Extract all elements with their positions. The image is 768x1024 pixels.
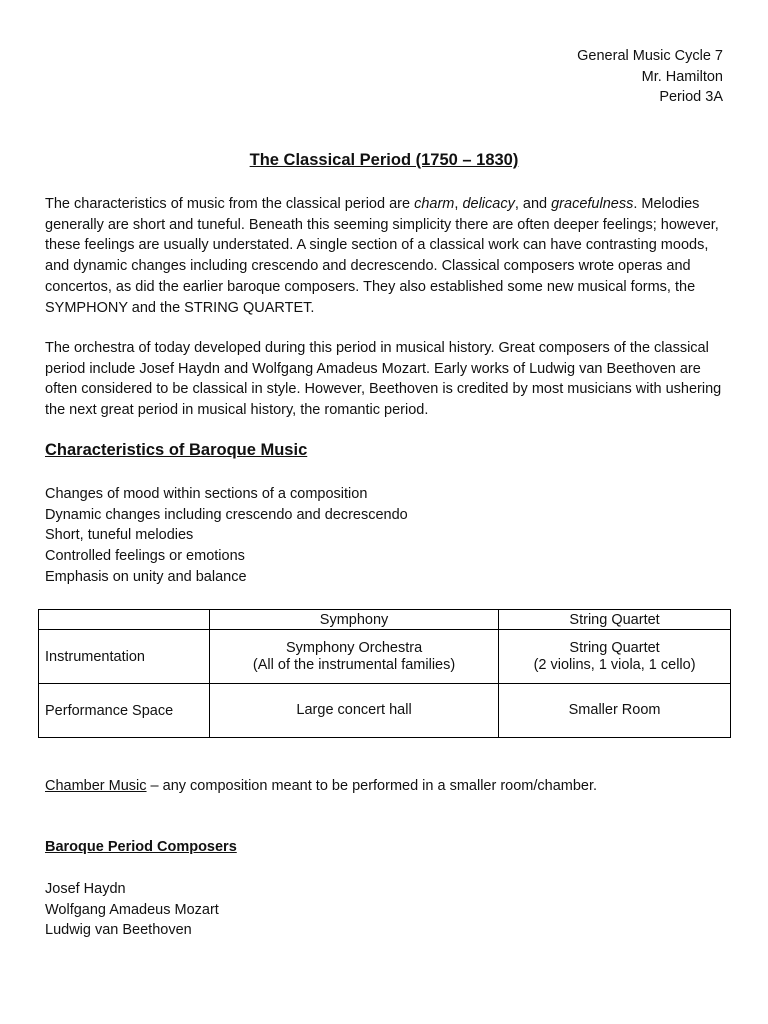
page-title: The Classical Period (1750 – 1830): [249, 151, 519, 169]
intro-rest: . Melodies generally are short and tuneful. Beneath this seeming simplicity there are often deeper feelings; however, these feelings are usually understated. A single section of a classical work can have contrasting moods, and dynamic changes including crescendo and decrescendo. Classical composers wrote operas and concertos, as did the earlier baroque composers. They also established some new musical forms, the SYMPHONY and the STRING QUARTET.: [45, 196, 719, 316]
table-corner-cell: [39, 610, 210, 630]
list-item: Emphasis on unity and balance: [45, 568, 247, 585]
table-cell: Large concert hall: [210, 684, 499, 738]
header-course: General Music Cycle 7: [577, 48, 723, 64]
table-cell: [499, 630, 731, 684]
list-item: Changes of mood within sections of a composition: [45, 486, 368, 502]
header-period: Period 3A: [659, 89, 723, 106]
column-header-string-quartet: String Quartet: [499, 610, 731, 630]
intro-text: The characteristics of music from the classical period are: [45, 196, 415, 212]
characteristics-list: [45, 484, 408, 588]
row-label: Performance Space: [39, 684, 210, 738]
document-header: [577, 46, 723, 108]
orchestra-paragraph: The orchestra of today developed during this period in musical history. Great composers of the classical period include Josef Haydn and Wolfgang Amadeus Mozart. Early works of Ludwig van Beethoven are often considered to be classical in style. However, Beethoven is credited by most musicians with ushering the next great period in musical history, the romantic period.: [45, 340, 722, 419]
chamber-music-text: – any composition meant to be performed in a smaller room/chamber.: [146, 778, 598, 794]
intro-paragraph: [45, 194, 735, 318]
row-label: Instrumentation: [39, 630, 210, 684]
cell-line: (2 violins, 1 viola, 1 cello): [533, 656, 696, 673]
chamber-music-term: Chamber Music: [45, 778, 147, 794]
chamber-music-definition: [45, 776, 597, 797]
cell-line: Symphony Orchestra: [285, 639, 423, 656]
characteristics-heading: Characteristics of Baroque Music: [45, 441, 308, 459]
composers-heading: Baroque Period Composers: [45, 839, 237, 855]
list-item: Josef Haydn: [45, 881, 126, 897]
composers-list: [45, 879, 219, 941]
header-teacher: Mr. Hamilton: [641, 68, 723, 85]
list-item: Short, tuneful melodies: [45, 527, 194, 544]
column-header-symphony: Symphony: [210, 610, 499, 630]
term-charm: charm: [414, 196, 455, 212]
table-cell: Smaller Room: [499, 684, 731, 738]
list-item: Controlled feelings or emotions: [45, 548, 245, 565]
term-gracefulness: gracefulness: [551, 196, 634, 212]
table-header-row: [39, 610, 731, 630]
table-cell: [210, 630, 499, 684]
table-row: [39, 684, 731, 738]
term-delicacy: delicacy: [462, 196, 515, 212]
table-row: [39, 630, 731, 684]
list-item: Ludwig van Beethoven: [45, 922, 192, 939]
comparison-table: [38, 609, 731, 738]
separator: ,: [454, 196, 463, 212]
list-item: Dynamic changes including crescendo and decrescendo: [45, 506, 408, 523]
cell-line: String Quartet: [569, 639, 660, 656]
list-item: Wolfgang Amadeus Mozart: [45, 901, 219, 918]
cell-line: (All of the instrumental families): [252, 656, 456, 673]
separator: , and: [514, 196, 552, 212]
